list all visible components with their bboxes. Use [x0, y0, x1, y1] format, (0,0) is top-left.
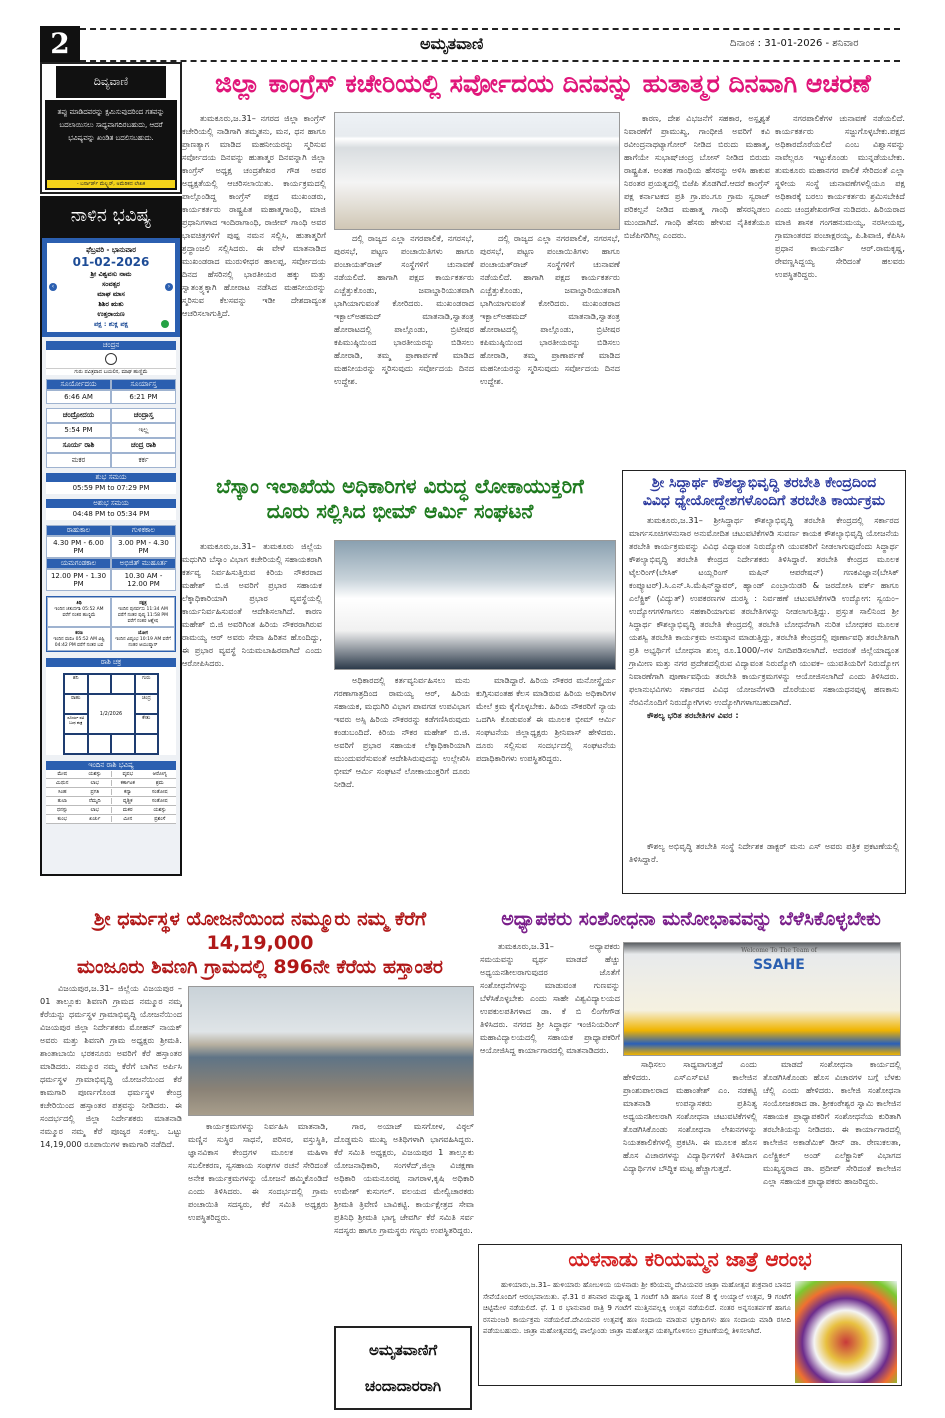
congress-col-4: [775, 112, 905, 464]
bescom-col-1: [182, 540, 322, 872]
siddhartha-headline-line-1: ಶ್ರೀ ಸಿದ್ಧಾರ್ಥ ಕೌಶಲ್ಯಾಭಿವೃದ್ಧಿ ತರಬೇತಿ ಕೇಂದ್ರದಿಂದ: [651, 475, 877, 491]
jatre-box: [478, 1244, 902, 1386]
bescom-headline: [182, 474, 618, 524]
rashi-forecast: ಆರೋಗ್ಯ: [152, 771, 167, 777]
ayana: ಉತ್ತರಾಯಣ: [97, 310, 125, 318]
kala-times: [46, 525, 176, 591]
rashi-name: ಧನಸ್ಸು: [56, 807, 68, 813]
today-rashi-label: ಇಂದಿನ ರಾಶಿ ಭವಿಷ್ಯ: [46, 761, 176, 770]
photo-banner-title: SSAHE: [753, 957, 805, 973]
dharmasthala-text: ವಿಜಯಪುರ,ಜ.31– ಜಿಲ್ಲೆಯ ವಿಜಯಪುರ –01 ತಾಲ್ಲೂಕು ಶಿವಣಗಿ ಗ್ರಾಮದ ನಮ್ಮೂರ ನಮ್ಮ ಕೆರೆಯನ್ನು ಧರ್ಮಸ್ಥಳ ಗ್ರಾಮಾಭಿವೃದ್ಧಿ ಯೋಜನೆಯಿಂದ ವಿಜಯಪುರ ಜಿಲ್ಲಾ ನಿರ್ದೇಶಕರು ಮೋಹನ್ ನಾಯಕ್ ಅವರು ಮತ್ತು ಶಿವಣಗಿ ಗ್ರಾಮ ಅಧ್ಯಕ್ಷರು ಶ್ರೀಮತಿ. ಶಾಂತಾಬಾಯಿ ಭರಕನೂರು ಅವರಿಗೆ ಕೆರೆ ಹಸ್ತಾಂತರ ಮಾಡಿದರು. ನಮ್ಮೂರ ನಮ್ಮ ಕೆರೆಗೆ ಬಾಗಿನ ಅರ್ಪಿಸಿ ಧರ್ಮಸ್ಥಳ ಗ್ರಾಮಾಭಿವೃದ್ಧಿ ಯೋಜನೆಯಿಂದ ಕೆರೆ ಕಾಮಗಾರಿ ಪೂರ್ಣಗೊಂಡ ಧರ್ಮಸ್ಥಳ ಕೇಂದ್ರ ಕಚೇರಿಯಿಂದ ಹಸ್ತಾಂತರ ಪತ್ರವನ್ನು ನೀಡಿದರು. ಈ ಸಂದರ್ಭದಲ್ಲಿ ಜಿಲ್ಲಾ ನಿರ್ದೇಶಕರು ಮಾತನಾಡಿ ನಮ್ಮೂರ ನಮ್ಮ ಕೆರೆ ಪೂಜ್ಯರ ಸಂಕಲ್ಪ. ಒಟ್ಟು 14,19,000 ರೂಪಾಯಿಗಳ ಕಾಮಗಾರಿ ನಡೆದಿದೆ.: [40, 983, 182, 1149]
tithi-label: ತಿಥಿ: [76, 601, 82, 606]
rashi-name: ವೃಶ್ಚಿಕ: [111, 798, 144, 804]
yoga-label: ಯೋಗ: [137, 631, 149, 636]
yama-label: ಯಮಗಂಡಕಾಲ: [46, 558, 111, 569]
rashi-name: ಮೀನ: [111, 816, 144, 822]
jatre-photo: [795, 1281, 897, 1383]
research-text: ಮಾಡದೆ ಸಂಶೋಧನಾ ಕಾರ್ಯದಲ್ಲಿ ತೊಡಗಿಸಿಕೊಂಡು ಹೊಸ ವಿಚಾರಗಳ ಬಗ್ಗೆ ಬೆಳಕು ಚೆಲ್ಲಿ ಎಂದು ಹೇಳಿದರು. ಕಾಲೇಜಿ ಸಂಶೋಧನಾ ಸಂಯೋಜಕರಾದ ಡಾ. ಶ್ರೀಕಂಠೇಶ್ವರ ಸ್ವಾಮಿ ಕಾಲೇಜಿನ ಸಹಾಯಕ ಪ್ರಾಧ್ಯಾಪಕರಿಗೆ ಸಂಶೋಧನೆಯ ಕುರಿತಾಗಿ ತರಬೇತಿಯನ್ನು ನೀಡಿದರು. ಈ ಕಾರ್ಯಾಗಾರದಲ್ಲಿ ಕಾಲೇಜಿನ ಅಕಾಡೆಮಿಕ್ ಡೀನ್ ಡಾ. ರೇಣುಕಲತಾ, ಎಲೆಕ್ಟ್ರಿಕಲ್ ಅಂಡ್ ಎಲೆಕ್ಟ್ರಾನಿಕ್ ವಿಭಾಗದ ಮುಖ್ಯಸ್ಥರಾದ ಡಾ. ಪ್ರದೀಪ್ ಸೇರಿದಂತೆ ಕಾಲೇಜಿನ ಎಲ್ಲಾ ಸಹಾಯಕ ಪ್ರಾಧ್ಯಾಪಕರು ಹಾಜರಿದ್ದರು.: [763, 1059, 901, 1186]
rashi-forecast: ಸಂತೋಷ: [151, 798, 168, 804]
dharmasthala-text: ಗಾರ, ಅಯಾಜ್ ಮಸಗೋಳ, ವಿಠ್ಠಲ್ ದೊಡ್ಡಮನಿ ಮುಖ್ಯ ಅತಿಥಿಗಳಾಗಿ ಭಾಗವಹಿಸಿದ್ದರು. ಕೆರೆ ಸಮಿತಿ ಅಧ್ಯಕ್ಷರು, ವಿಜಯಪುರ 1 ತಾಲ್ಲೂಕು ಯೋಜನಾಧಿಕಾರಿ, ಸಂಗಳೆದ್,ಜಿಲ್ಲಾ ವಿಚಕ್ಷಣಾ ಅಧಿಕಾರಿ ಯಮನೂರಪ್ಪ ನಾಗರಾಳ,ಕೃಷಿ ಅಧಿಕಾರಿ ಉಮೇಶ್ ಕುಸುಗಲ್. ವಲಯದ ಮೇಲ್ವಿಚಾರಕರು ಶ್ರೀಮತಿ ತ್ರಿವೇಣಿ ಬಾವಿಕಟ್ಟಿ. ಕಾರ್ಯಕ್ಷೇತ್ರದ ಸೇವಾ ಪ್ರತಿನಿಧಿ ಶ್ರೀಮತಿ ಭಾಗ್ಯ ಜೇವರ್ಗಿ ಕೆರೆ ಸಮಿತಿ ಸರ್ವ ಸದಸ್ಯರು ಹಾಗೂ ಗ್ರಾಮಸ್ಥರು ಗಣ್ಯರು ಉಪಸ್ಥಿತರಿದ್ದರು.: [334, 1121, 474, 1235]
rashi-forecast: ಲಾಭ: [90, 780, 99, 786]
siddhartha-subhead: ಕೌಶಲ್ಯ ಭರಿತ ತರಬೇತಿಗಳ ವಿವರ :: [647, 710, 739, 720]
congress-text: ಕಾರಣ, ದೇಶ ವಿಭಜನೆಗೆ ಸಹಕಾರ, ಅಸ್ಪೃಶ್ಯತೆ ನಿವಾರಣೆಗೆ ಪ್ರಾಮುಖ್ಯ, ಗಾಂಧೀಜಿ ಅವರಿಗೆ ಕವಿ ರವೀಂದ್ರನಾಥಟ್ಯಾಗೋರ್ ನೀಡಿದ ಬಿರುದು ಮಹಾತ್ಮ, ಹಾಗೆಯೇ ಸುಭಾಷ್‌ಚಂದ್ರ ಬೋಸ್ ನೀಡಿದ ಬಿರುದು ರಾಷ್ಟ್ರಪಿತ. ಅಂತಹ ಗಾಂಧಿಯ ಹೆಸರನ್ನು ಅಳಿಸಿ ಹಾಕುವ ನಿರಂತರ ಪ್ರಯತ್ನದಲ್ಲಿ ಬಿಜೆಪಿ ತೊಡಗಿದೆ.ಆದರೆ ಕಾಂಗ್ರೆಸ್ ಪಕ್ಷ ಕರ್ನಾಟಕದ ಪ್ರತಿ ಗ್ರಾ.ಪಂ.ಗೂ ಗ್ರಾಮ ಸ್ವರಾಜ್ ಪರಿಕಲ್ಪನೆ ನೀಡಿದ ಮಹಾತ್ಮ ಗಾಂಧಿ ಹೆಸರನ್ನಿಡಲು ಮುಂದಾಗಿದೆ. ಗಾಂಧಿ ಹೆಸರು ಹೇಳುವ ನೈತಿಕತೆಯೂ ಬಿಜೆಪಿಗರಿಗಿಲ್ಲ ಎಂದರು.: [624, 113, 770, 240]
siddhartha-headline: [623, 471, 905, 510]
research-headline: ಅಧ್ಯಾಪಕರು ಸಂಶೋಧನಾ ಮನೋಭಾವವನ್ನು ಬೆಳೆಸಿಕೊಳ್ಳಬೇಕು: [501, 908, 881, 930]
tithi-value: ಇಂದಿನ ಚತುರ್ದಶಿ 05:52 AM ವರೆಗೆ ನಂತರ ಹುಣ್ಣಿಮೆ: [54, 607, 104, 618]
chart-cell: ಕೇತು: [135, 714, 159, 734]
congress-col-2b: [480, 232, 620, 464]
karana-cell: [47, 627, 111, 651]
rashi-row: [46, 788, 176, 797]
dharmasthala-col-2: [188, 1120, 328, 1412]
rashi-forecast: ಪ್ರಗತಿ: [90, 789, 100, 795]
rashi-name: ಕುಂಭ: [57, 816, 67, 822]
nakshatra-value: ಇಂದಿನ ಪುನರ್ವಸು 11:34 AM ವರೆಗೆ ನಂತರ ಪುಷ್ಯ 11:58 PM ವರೆಗೆ ನಂತರ ಆಶ್ಲೇಷ: [118, 607, 168, 624]
chart-cell: ಚಂದ್ರ: [135, 694, 159, 714]
dateline: ದಿನಾಂಕ : 31-01-2026 - ಶನಿವಾರ: [730, 38, 859, 49]
rashi-name: ಕರ್ಕಾಟಕ: [111, 780, 144, 786]
quote-text: ತಪ್ಪು ಮಾಡಿದವರನ್ನು ಕ್ಷಮಿಸುವುದರಿಂದ ಗತವನ್ನು ಬದಲಾಯಿಸಲು ಸಾಧ್ಯವಾಗದಿರಬಹುದು, ಆದರೆ ಭವಿಷ್ಯವನ್ನು ಖಂಡಿತ ಬದಲಿಸಬಹುದು.: [57, 108, 165, 142]
auspicious-label: ಶುಭ ಸಮಯ: [46, 473, 176, 482]
congress-text: ದಲ್ಲಿ ರಾಜ್ಯದ ಎಲ್ಲಾ ನಗರಪಾಲಿಕೆ, ನಗರಸಭೆ, ಪುರಸಭೆ, ಪಟ್ಟಣ ಪಂಚಾಯಿತಿಗಳು ಹಾಗೂ ಪಂಚಾಯತ್‌ರಾಜ್ ಸಂಸ್ಥೆಗಳಿಗೆ ಚುನಾವಣೆ ನಡೆಯಲಿದೆ. ಹಾಗಾಗಿ ಪಕ್ಷದ ಕಾರ್ಯಕರ್ತರು ಎಚ್ಚೆತ್ತುಕೊಂಡು, ಜವಾಬ್ದಾರಿಯುತವಾಗಿ ಭಾಗಿಯಾಗುವಂತೆ ಕೋರಿದರು. ಮುಖಂಡರಾದ ಇಕ್ಬಾಲ್‌ಅಹಮದ್ ಮಾತನಾಡಿ,ಸ್ವಾತಂತ್ರ ಹೋರಾಟದಲ್ಲಿ ಪಾಲ್ಗೊಂಡು, ಬ್ರಿಟೀಷರ ಕಪಿಮುಷ್ಠಿಯಿಂದ ಭಾರತೀಯರನ್ನು ಬಿಡಿಸಲು ಹೋರಾಡಿ, ತಮ್ಮ ಪ್ರಾಣಾರ್ಪಣೆ ಮಾಡಿದ ಮಹನೀಯರನ್ನು ಸ್ಮರಿಸುವುದು ಸರ್ವೋದಯ ದಿನದ ಉದ್ದೇಶ.: [334, 233, 474, 386]
dharmasthala-col-1: [40, 982, 182, 1412]
moon-label: ಚಂದ್ರನ: [46, 341, 176, 350]
jatre-body: [483, 1279, 791, 1383]
dharmasthala-headline: [40, 908, 480, 979]
prev-day-icon[interactable]: ‹: [49, 283, 57, 291]
dharmasthala-photo: [188, 986, 474, 1116]
rashi-name: ತುಲಾ: [57, 798, 67, 804]
rashi-forecast: ಯಶಸ್ಸು: [153, 807, 167, 813]
yama-time: 12.00 PM - 1.30 PM: [46, 569, 111, 591]
moon-phase-box: [46, 341, 176, 375]
research-text: ಸಾಧಿಸಲು ಸಾಧ್ಯವಾಗುತ್ತದೆ ಎಂದು ಹೇಳಿದರು. ಎಸ್‌ಎಸ್‌ಐಟಿ ಕಾಲೇಜಿನ ಪ್ರಾಂಶುಪಾಲರಾದ ಮಹಾಂತೇಶ್ ಎಂ. ನಡಕಟ್ಟಿ ಮಾತನಾಡಿ ಉಪನ್ಯಾಸಕರು ಪ್ರತಿನಿತ್ಯ ಅಧ್ಯಯನಶೀಲರಾಗಿ ಸಂಶೋಧನಾ ಚಟುವಟಿಕೆಗಳಲ್ಲಿ ತೊಡಗಿಸಿಕೊಂಡು ಸಂಶೋಧನಾ ಲೇಖನಗಳನ್ನು ನಿಯತಕಾಲಿಕೆಗಳಲ್ಲಿ ಪ್ರಕಟಿಸಿ. ಈ ಮೂಲಕ ಹೊಸ ಹೊಸ ವಿಚಾರಗಳನ್ನು ವಿದ್ಯಾರ್ಥಿಗಳಿಗೆ ತಿಳಿಸಿದಾಗ ವಿದ್ಯಾರ್ಥಿಗಳ ಬೌದ್ಧಿಕ ಮಟ್ಟ ಹೆಚ್ಚಾಗುತ್ತದೆ.: [623, 1059, 757, 1173]
bescom-col-2: [334, 674, 470, 872]
moonset-time: ಇಲ್ಲ: [111, 423, 176, 438]
rashi-chart: [63, 673, 159, 755]
dharmasthala-headline-line-1: ಶ್ರೀ ಧರ್ಮಸ್ಥಳ ಯೋಜನೆಯಿಂದ ನಮ್ಮೂರು ನಮ್ಮ ಕೆರೆಗೆ 14,19,000: [93, 908, 427, 954]
siddhartha-headline-line-2: ವಿವಿಧ ಧ್ಯೇಯೋದ್ದೇಶಗಳೊಂದಿಗೆ ತರಬೇತಿ ಕಾರ್ಯಕ್ರಮ: [642, 492, 886, 509]
research-col-1: [480, 940, 620, 1240]
congress-photo: [334, 112, 620, 230]
karana-value: ಇಂದಿನ ವಣಿಜ 05:52 AM ವಿಷ್ಟಿ 04:42 PM ವರೆಗೆ ನಂತರ ಬವ: [53, 637, 105, 648]
date-card-frame: [42, 238, 180, 337]
rashi-name: ವೃಷಭ: [111, 771, 144, 777]
chart-cell: ಸೂರ್ಯ ರವಿ ಬುಧ ಶುಕ್ರ: [64, 714, 88, 734]
nakshatra-label: ನಕ್ಷತ್ರ: [139, 601, 147, 606]
chart-cell: ಗುರು: [135, 674, 159, 694]
sun-sign: ಮಕರ: [46, 453, 111, 468]
sun-times: [46, 379, 176, 404]
sun-sign-label: ಸೂರ್ಯ ರಾಶಿ: [46, 438, 111, 453]
research-text: ತುಮಕೂರು,ಜ.31– ಅಧ್ಯಾಪಕರು ಸಮಯವನ್ನು ವ್ಯರ್ಥ ಮಾಡದೆ ಹೆಚ್ಚು ಅಧ್ಯಯನಶೀಲರಾಗುವುದರ ಜೊತೆಗೆ ಸಂಶೋಧನೆಗಳನ್ನು ಮಾಡುವಂತ ಗುಣವನ್ನು ಬೆಳೆಸಿಕೊಳ್ಳಬೇಕು ಎಂದು ಸಾಹೇ ವಿಶ್ವವಿದ್ಯಾಲಯದ ಉಪಕುಲಪತಿಗಳಾದ ಡಾ. ಕೆ ಬಿ ಲಿಂಗೇಗೌಡ ತಿಳಿಸಿದರು. ನಗರದ ಶ್ರೀ ಸಿದ್ಧಾರ್ಥ ಇಂಜಿನಿಯರಿಂಗ್ ಮಹಾವಿದ್ಯಾಲಯದಲ್ಲಿ ಸಹಾಯಕ ಪ್ರಾಧ್ಯಾಪಕರಿಗೆ ಆಯೋಜಿಸಿದ್ದ ಕಾರ್ಯಾಗಾರದಲ್ಲಿ ಮಾತನಾಡಿದರು.: [480, 941, 620, 1055]
rashi-name: ಸಿಂಹ: [58, 789, 67, 795]
photo-banner-text: Welcome To The Team of: [741, 947, 817, 954]
siddhartha-closing: [623, 840, 905, 870]
panchanga-date: 01-02-2026: [72, 255, 150, 269]
rashi-table: [46, 770, 176, 824]
chart-cell: ರಾಹು: [64, 694, 88, 714]
tithi-cell: [47, 597, 111, 627]
date-card: [47, 243, 175, 332]
next-day-icon[interactable]: ›: [165, 283, 173, 291]
congress-col-2: [334, 232, 474, 464]
rashi-forecast: ಪ್ರಶಂಸೆ: [154, 816, 166, 822]
congress-headline: ಜಿಲ್ಲಾ ಕಾಂಗ್ರೆಸ್ ಕಚೇರಿಯಲ್ಲಿ ಸರ್ವೋದಯ ದಿನವನ್ನು ಹುತಾತ್ಮರ ದಿನವಾಗಿ ಆಚರಣೆ: [215, 69, 871, 98]
inauspicious-box: [46, 499, 176, 520]
jatre-text: ಹುಳಿಯಾರು,ಜ.31– ಹುಳಿಯಾರು ಹೋಬಳಿಯ ಯಳನಾಡು ಶ್ರೀ ಕರಿಯಮ್ಮ ದೇವಿಯವರ ಜಾತ್ರಾ ಮಹೋತ್ಸವ ಶುಕ್ರವಾರ ಬಾನದ ಸೇವೆಯೊಂದಿಗೆ ಆರಂಭವಾಯಿತು. ಫೆ.31 ರ ಶನಿವಾರ ಮಧ್ಯಾಹ್ನ 1 ಗಂಟೆಗೆ ಸಿಡಿ ಹಾಗೂ ಸಂಜೆ 8 ಕ್ಕೆ ಉಯ್ಯಾಲೆ ಉತ್ಸವ, 9 ಗಂಟೆಗೆ ಚಿಟ್ಟಿಮೇಳ ನಡೆಯಲಿದೆ. ಫೆ. 1 ರ ಭಾನುವಾರ ರಾತ್ರಿ 9 ಗಂಟೆಗೆ ಮುತ್ತಿನಪಲ್ಲಕ್ಕಿ ಉತ್ಸವ ನಡೆಯಲಿದೆ. ನಂತರ ಅನ್ನಸಂತರ್ಪಣೆ ಹಾಗೂ ರಸಮಂಜರಿ ಕಾರ್ಯಕ್ರಮ ನಡೆಯಲಿದೆ.ದೇವಿಯವರ ಉತ್ಸವಕ್ಕೆ ಹಣ ಸಂದಾಯ ಮಾಡುವ ಭಕ್ತಾದಿಗಳು ಹಣ ಸಂದಾಯ ಮಾಡಿ ರಸೀದಿ ಪಡೆಯಬಹುದು. ಜಾತ್ರಾ ಮಹೋತ್ಸವದಲ್ಲಿ ಪಾಲ್ಗೊಂಡು ಜಾತ್ರಾ ಮಹೋತ್ಸವ ಯಶಸ್ವಿಗೊಳಿಸಲು ಪ್ರಕಟಣೆಯಲ್ಲಿ ತಿಳಿಸಲಾಗಿದೆ.: [483, 1280, 791, 1336]
sunrise-time: 6:46 AM: [46, 390, 111, 404]
siddhartha-text: ತುಮಕೂರು,ಜ.31– ಶ್ರೀಸಿದ್ಧಾರ್ಥ ಕೌಶಲ್ಯಾಭಿವೃದ್ಧಿ ತರಬೇತಿ ಕೇಂದ್ರದಲ್ಲಿ ಸರ್ಕಾರದ ಮಾರ್ಗಸೂಚಿಗಳನುಸಾರ ಅನುಮೋದಿತ ಚಟುವಟಿಕೆಗಳಡಿ ಸುವರ್ಣ ಕಾಯಕ ಕೌಶಲ್ಯಾಭಿವೃದ್ಧಿ ಯೋಜನೆಯ ತರಬೇತಿ ಕಾರ್ಯಕ್ರಮವನ್ನು ವಿವಿಧ ವಿದ್ಯಾವಂತ ನಿರುದ್ಯೋಗಿ ಯುವಕರಿಗೆ ನೀಡಲಾಗುವುದೆಂದು ಸಿದ್ಧಾರ್ಥ ಕೌಶಲ್ಯಾಭಿವೃದ್ಧಿ ತರಬೇತಿ ಕೇಂದ್ರದ ನಿರ್ದೇಶಕರು ತಿಳಿಸಿದ್ದಾರೆ. ತರಬೇತಿ ಕೇಂದ್ರದ ಮೂಲಕ ಟೈಲರಿಂಗ್(ಬೇಸಿಕ್ ಟಯ್ಲರಿಂಗ್ ಮಷಿನ್ ಆಪರೇಷನ್) ಗಣಕವಿಜ್ಞಾನ(ಬೇಸಿಕ್ ಕಂಪ್ಯೂಟರ್).ಸಿ.ಎನ್.ಸಿ.ಮೆಷಿನ್‌ಸ್ಟ್ರಾವರ್, ಹ್ಯಾಂಡ್ ಎಂಬ್ರಾಯಿಡರಿ & ಜರದೋಸಿ ವರ್ಕ್ ಹಾಗೂ ಎಲೆಕ್ಟ್ರಿಕ್ (ವಿದ್ಯುತ್) ಉಪಕರಣಗಳ ದುರಸ್ಥಿ : ನಿರ್ವಹಣೆ ಚಟುವಟಿಕೆಗಳಡಿ ಉದ್ಯೋಗ: ಸ್ವಯಂ–ಉದ್ಯೋಗಗಳಿಗಾಗಲು ಸಹಕಾರಿಯಾಗುವ ತರಬೇತಿಗಳನ್ನು ನೀಡಲಾಗುತ್ತಿದ್ದು. ಪ್ರಸ್ತುತ ಸಾಲಿನಿಂದ ಶ್ರೀ ಸಿದ್ಧಾರ್ಥ ಕೌಶಲ್ಯಾಭಿವೃದ್ಧಿ ತರಬೇತಿ ಕೇಂದ್ರದಲ್ಲಿ ತರಬೇತಿ ಬೋಧನೆಗಾಗಿ ನುರಿತ ಬೋಧಕರ ಮೂಲಕ ಯಶಸ್ವಿ ತರಬೇತಿ ಕಾರ್ಯಕ್ರಮ ಅನುಷ್ಠಾನ ಮಾಡುತ್ತಿದ್ದು, ತರಬೇತಿ ಕೇಂದ್ರದಲ್ಲಿ ಪೂರ್ಣಾವಧಿ ತರಬೇತಿಗಾಗಿ ಪ್ರತಿ ಅಭ್ಯರ್ಥಿಗೆ ಬೋಧನಾ ಶುಲ್ಕ ರೂ.1000/–ಗಳ ನಿಗದಿಪಡಿಸಲಾಗಿದೆ. ಅದರಂತೆ ಜಿಲ್ಲೆಯಾದ್ಯಂತ ಗ್ರಾಮೀಣ ಮತ್ತು ನಗರ ಪ್ರದೇಶದಲ್ಲಿರುವ ವಿದ್ಯಾವಂತ ನಿರುದ್ಯೋಗಿ ಯುವಕ– ಯುವತಿಯರಿಗೆ ನಿರುದ್ಯೋಗ ನಿವಾರಣೆಗಾಗಿ ಪೂರ್ಣಾವಧಿಯ ತರಬೇತಿ ಕಾರ್ಯಕ್ರಮಗಳನ್ನು ಆಯೋಜಿಸಲಾಗಿದೆ ಎಂದು ತಿಳಿಸಿದರು. ಫಲಾನುಭವಿಗಳು ಸರ್ಕಾರದ ವಿವಿಧ ಯೋಜನೆಗಳಡಿ ದೊರೆಯುವ ಸಹಾಯಧನವುಳ್ಳ ಹಣಕಾಸು ನೆರವಿನೊಂದಿಗೆ ನಿರುದ್ಯೋಗಿಗಳು ಉದ್ಯೋಗಿಗಳಾಗಬಹುದಾಗಿದೆ.: [629, 515, 899, 707]
research-photo: [623, 942, 901, 1056]
rashi-chakra-box: [46, 658, 176, 755]
header-rule-top: [80, 28, 900, 30]
chart-cell: ಶನಿ: [64, 674, 88, 694]
moonrise-time: 5:54 PM: [46, 423, 111, 438]
yoga-cell: [111, 627, 175, 651]
header-rule-bottom: [80, 60, 900, 62]
gulika-label: ಗುಳಿಕಕಾಲ: [111, 525, 176, 536]
congress-text: ನಗರಪಾಲಿಕೆಗಳ ಚುನಾವಣೆ ನಡೆಯಲಿದೆ. ಕಾರ್ಯಕರ್ತರು ಸಜ್ಜುಗೊಳ್ಳಬೇಕು.ಪಕ್ಷದ ಅಧಿಕಾರದೊರೆಯಲಿದೆ ಎಂಬ ವಿಶ್ವಾಸವನ್ನು ನಾವೆಲ್ಲರೂ ಇಟ್ಟುಕೊಂಡು ಮುನ್ನಡೆಯಬೇಕು. ತುಮಕೂರು ಮಹಾನಗರ ಪಾಲಿಕೆ ಸೇರಿದಂತೆ ಎಲ್ಲಾ ಸ್ಥಳೀಯ ಸಂಸ್ಥೆ ಚುನಾವಣೆಗಳಲ್ಲಿಯೂ ಪಕ್ಷ ಅಧಿಕಾರಕ್ಕೆ ಬರಲು ಕಾರ್ಯಕರ್ತರು ಶ್ರಮಿಸಬೇಕಿದೆ ಎಂದು ಚಂದ್ರಶೇಖರಗೌಡ ನುಡಿದರು. ಹಿರಿಯರಾದ ಮಾಜಿ ಶಾಸಕ ಗಂಗಹನುಮಯ್ಯ, ನರಸೀಯಪ್ಪ, ಗ್ರಾಮಾಂತರದ ಪಂಚಾಕ್ಷರಯ್ಯ, ಪಿ.ಶಿವಾಜಿ, ಕೆಪಿಸಿಸಿ ಪ್ರಧಾನ ಕಾರ್ಯದರ್ಶಿ ಆರ್.ರಾಮಕೃಷ್ಣ, ರೇವಣ್ಣಸಿದ್ದಯ್ಯ ಸೇರಿದಂತೆ ಹಲವರು ಉಪಸ್ಥಿತರಿದ್ದರು.: [775, 113, 905, 279]
siddhartha-text: ಕೌಶಲ್ಯ ಅಭಿವೃದ್ಧಿ ತರಬೇತಿ ಸಂಸ್ಥೆ ನಿರ್ದೇಶಕ ಡಾಕ್ಟರ್ ಮನು ಎಸ್ ಅವರು ಪತ್ರಿಕ ಪ್ರಕಟಣೆಯಲ್ಲಿ ತಿಳಿಸಿದ್ದಾರೆ.: [629, 841, 899, 864]
paksha: ಪಕ್ಷ : ಶುಕ್ಲ ಪಕ್ಷ: [93, 320, 129, 328]
congress-col-3: [624, 112, 770, 464]
congress-text: ತುಮಕೂರು,ಜ.31– ನಗರದ ಜಿಲ್ಲಾ ಕಾಂಗ್ರೆಸ್ ಕಚೇರಿಯಲ್ಲಿ ನಾಡಿಗಾಗಿ ತಮ್ಮತನು, ಮನ, ಧನ ಹಾಗೂ ಪ್ರಾಣತ್ಯಾಗ ಮಾಡಿದ ಮಹನೀಯರನ್ನು ಸ್ಮರಿಸುವ ಸರ್ವೋದಯ ದಿನವನ್ನು ಹುತಾತ್ಮರ ದಿನವನ್ನಾಗಿ ಜಿಲ್ಲಾ ಕಾಂಗ್ರೆಸ್ ಅಧ್ಯಕ್ಷ ಚಂದ್ರಶೇಖರ ಗೌಡ ಅವರ ಅಧ್ಯಕ್ಷತೆಯಲ್ಲಿ ಆಚರಿಸಲಾಯಿತು. ಕಾರ್ಯಕ್ರಮದಲ್ಲಿ ಪಾಲ್ಗೊಂಡಿದ್ದ ಕಾಂಗ್ರೆಸ್ ಪಕ್ಷದ ಮುಖಂಡರು, ಕಾರ್ಯಕರ್ತರು ರಾಷ್ಟ್ರಪಿತ ಮಹಾತ್ಮಗಾಂಧಿ, ಮಾಜಿ ಪ್ರಧಾನಿಗಳಾದ ಇಂದಿರಾಗಾಂಧಿ, ರಾಜೀವ್ ಗಾಂಧಿ ಅವರ ಭಾವಚಿತ್ರಗಳಿಗೆ ಪುಷ್ಪ ನಮನ ಸಲ್ಲಿಸಿ, ಹುತಾತ್ಮರಿಗೆ ಶ್ರದ್ಧಾಂಜಲಿ ಸಲ್ಲಿಸಿದರು. ಈ ವೇಳೆ ಮಾತನಾಡಿದ ಮುಖಂಡರಾದ ಮುರುಳೀಧರ ಹಾಲಪ್ಪ, ಸರ್ವೋದಯ ದಿನದ ಹೆಸರಿನಲ್ಲಿ ಭಾರತೀಯರ ಹಕ್ಕು ಮತ್ತು ಸ್ವಾತಂತ್ರ್ಯಕ್ಕಾಗಿ ಹೋರಾಟ ನಡೆಸಿದ ಮಹನೀಯರನ್ನು ಸ್ಮರಿಸುವ ಕೆಲಸವನ್ನು ಇಡೀ ದೇಶದಾದ್ಯಂತ ಆಚರಿಸಲಾಗುತ್ತಿದೆ.: [182, 113, 326, 318]
rashi-row: [46, 770, 176, 779]
jatre-headline: ಯಳನಾಡು ಕರಿಯಮ್ಮನ ಜಾತ್ರೆ ಆರಂಭ: [568, 1247, 812, 1271]
research-col-3: [763, 1058, 901, 1240]
siddhartha-body: [623, 510, 905, 840]
research-col-2: [623, 1058, 757, 1240]
auspicious-time: 05:59 PM to 07:29 PM: [72, 484, 150, 492]
bescom-text: ತುಮಕೂರು,ಜ.31– ತುಮಕೂರು ಜಿಲ್ಲೆಯ ಮಧುಗಿರಿ ಬೆಸ್ಕಾಂ ವಿಭಾಗ ಕಚೇರಿಯಲ್ಲಿ ಸಹಾಯಕರಾಗಿ ಕರ್ತವ್ಯ ನಿರ್ವಹಿಸುತ್ತಿರುವ ಕಿರಿಯ ನೌಕರರಾದ ಮಹೇಶ್ ಬಿ.ಜಿ ಅವರಿಗೆ ಪ್ರಭಾರ ಸಹಾಯಕ ಲೆಕ್ಕಾಧಿಕಾರಿಯಾಗಿ ಪ್ರಭಾರ ವ್ಯವಸ್ಥೆಯಲ್ಲಿ ಕಾರ್ಯನಿರ್ವಹಿಸುವಂತೆ ಆದೇಶಿಸಲಾಗಿದೆ. ಕಾರಣ ಮಹೇಶ್ ಬಿ.ಜಿ ಅವರಿಗಿಂತ ಹಿರಿಯ ನೌಕರರಾಗಿರುವ ರಾಮಯ್ಯ ಆರ್ ಅವರು ಸೇವಾ ಹಿರಿತನ ಹೊಂದಿದ್ದು, ಈ ಪ್ರಭಾರ ವ್ಯವಸ್ಥೆ ನಿಯಮಬಾಹಿರವಾಗಿದೆ ಎಂದು ಆರೋಪಿಸಿದರು.: [182, 541, 322, 668]
quote-author: - ಬರ್ನಾರ್ಡ್ ಮೆಲ್ಟ್ಜರ್, ಅಮೆರಿಕದ ಲೇಖಕ: [47, 180, 175, 188]
moon-sign-label: ಚಂದ್ರ ರಾಶಿ: [111, 438, 176, 453]
rashi-chakra-label: ರಾಶಿ ಚಕ್ರ: [46, 658, 176, 667]
today-rashi-box: [46, 761, 176, 824]
dharmasthala-text: ಕಾರ್ಯಕ್ರಮಗಳನ್ನು ನಿರ್ವಹಿಸಿ ಮಾತನಾಡಿ, ಮಣ್ಣಿನ ಸುಸ್ಥಿರ ಸಾಧನೆ, ಪರಿಸರ, ವಸ್ತುಸ್ಥಿತಿ, ಜ್ಞಾನವಿಕಾಸ ಕೇಂದ್ರಗಳ ಮೂಲಕ ಮಹಿಳಾ ಸಬಲೀಕರಣ, ಸ್ವಸಹಾಯ ಸಂಘಗಳ ರಚನೆ ಸೇರಿದಂತೆ ಅನೇಕ ಕಾರ್ಯಕ್ರಮಗಳನ್ನು ಯೋಜನೆ ಹಮ್ಮಿಕೊಂಡಿದೆ ಎಂದು ತಿಳಿಸಿದರು. ಈ ಸಂದರ್ಭದಲ್ಲಿ ಗ್ರಾಮ ಪಂಚಾಯಿತಿ ಸದಸ್ಯರು, ಕೆರೆ ಸಮಿತಿ ಅಧ್ಯಕ್ಷರು ಉಪಸ್ಥಿತರಿದ್ದರು.: [188, 1121, 328, 1222]
chart-date: 1/2/2026: [88, 694, 135, 734]
rashi-row: [46, 815, 176, 824]
page-number: 2: [40, 26, 80, 62]
abhijit-time: 10.30 AM - 12.00 PM: [111, 569, 176, 591]
bescom-text: ಮಾಡಿದ್ದಾರೆ. ಹಿರಿಯ ನೌಕರರ ಮನೋಸ್ಥೈರ್ಯ ಕುಗ್ಗಿಸುವಂತಹ ಕೆಲಸ ಮಾಡಿರುವ ಹಿರಿಯ ಅಧಿಕಾರಿಗಳ ಮೇಲೆ ಕ್ರಮ ಕೈಗೊಳ್ಳಬೇಕು. ಹಿರಿಯ ನೌಕರರಿಗೆ ನ್ಯಾಯ ಒದಗಿಸಿ ಕೊಡುವಂತೆ ಈ ಮೂಲಕ ಭೀಮ್ ಆರ್ಮಿ ಸಂಘಟನೆಯ ಜಿಲ್ಲಾಧ್ಯಕ್ಷರು ಶ್ರೀನಿವಾಸ್ ಹೇಳಿದರು. ದೂರು ಸಲ್ಲಿಸುವ ಸಂದರ್ಭದಲ್ಲಿ ಸಂಘಟನೆಯ ಪದಾಧಿಕಾರಿಗಳು ಉಪಸ್ಥಿತರಿದ್ದರು.: [476, 675, 616, 763]
rashi-name: ಮಿಥುನ: [56, 780, 69, 786]
subscribe-line-1: ಅಮೃತವಾಣಿಗೆ: [368, 1341, 438, 1359]
sunrise-label: ಸೂರ್ಯೋದಯ: [46, 379, 111, 390]
panchanga-panel: [40, 236, 182, 876]
auspicious-box: [46, 473, 176, 494]
subscribe-line-2: ಚಂದಾದಾರರಾಗಿ: [364, 1377, 442, 1395]
moon-caption: ಗುರು ಪವಿತ್ರವಾದ ಬಯಲಿನ, ಮಾಘ ಹುಣ್ಣಿಮೆ: [46, 368, 176, 375]
quote-box: [40, 62, 182, 194]
samvatsara: ಸಂವತ್ಸರ: [101, 280, 120, 288]
samvatsara-name: ಶ್ರೀ ವಿಶ್ವವಸು ನಾಮ: [90, 270, 132, 278]
rashi-forecast: ಶ್ರಮ: [155, 780, 164, 786]
rashi-name: ಕನ್ಯಾ: [111, 789, 144, 795]
rashi-row: [46, 797, 176, 806]
dharmasthala-headline-line-2: ಮಂಜೂರು ಶಿವಣಗಿ ಗ್ರಾಮದಲ್ಲಿ 896ನೇ ಕೆರೆಯ ಹಸ್ತಾಂತರ: [77, 955, 443, 978]
moonrise-label: ಚಂದ್ರೋದಯ: [46, 408, 111, 423]
masthead: ಅಮೃತವಾಣಿ: [420, 34, 484, 53]
abhijit-label: ಅಭಿಜಿತ್ ಮುಹೂರ್ತ: [111, 558, 176, 569]
siddhartha-box: [622, 470, 906, 894]
dharmasthala-col-3: [334, 1120, 474, 1320]
moon-sign: ಕರ್ಕ: [111, 453, 176, 468]
sunset-time: 6:21 PM: [111, 390, 176, 404]
rashi-name: ಮೇಷ: [57, 771, 68, 777]
rashi-forecast: ಯಶಸ್ಸು: [88, 771, 102, 777]
rashi-row: [46, 779, 176, 788]
moon-phase-icon: [105, 353, 117, 365]
congress-text: ದಲ್ಲಿ ರಾಜ್ಯದ ಎಲ್ಲಾ ನಗರಪಾಲಿಕೆ, ನಗರಸಭೆ, ಪುರಸಭೆ, ಪಟ್ಟಣ ಪಂಚಾಯಿತಿಗಳು ಹಾಗೂ ಪಂಚಾಯತ್‌ರಾಜ್ ಸಂಸ್ಥೆಗಳಿಗೆ ಚುನಾವಣೆ ನಡೆಯಲಿದೆ. ಹಾಗಾಗಿ ಪಕ್ಷದ ಕಾರ್ಯಕರ್ತರು ಎಚ್ಚೆತ್ತುಕೊಂಡು, ಜವಾಬ್ದಾರಿಯುತವಾಗಿ ಭಾಗಿಯಾಗುವಂತೆ ಕೋರಿದರು. ಮುಖಂಡರಾದ ಇಕ್ಬಾಲ್‌ಅಹಮದ್ ಮಾತನಾಡಿ,ಸ್ವಾತಂತ್ರ ಹೋರಾಟದಲ್ಲಿ ಪಾಲ್ಗೊಂಡು, ಬ್ರಿಟೀಷರ ಕಪಿಮುಷ್ಠಿಯಿಂದ ಭಾರತೀಯರನ್ನು ಬಿಡಿಸಲು ಹೋರಾಡಿ, ತಮ್ಮ ಪ್ರಾಣಾರ್ಪಣೆ ಮಾಡಿದ ಮಹನೀಯರನ್ನು ಸ್ಮರಿಸುವುದು ಸರ್ವೋದಯ ದಿನದ ಉದ್ದೇಶ.: [480, 233, 620, 386]
subscribe-box[interactable]: [334, 1326, 472, 1410]
rashi-forecast: ಖರ್ಚು: [89, 816, 101, 822]
rahu-time: 4.30 PM - 6.00 PM: [46, 536, 111, 558]
masa: ಮಾಘ ಮಾಸ: [97, 290, 125, 298]
rashi-name: ಮಕರ: [111, 807, 144, 813]
moon-times: [46, 408, 176, 468]
panchanga-lines: [49, 269, 173, 329]
bescom-text: ಅಧಿಕಾರದಲ್ಲಿ ಕರ್ತವ್ಯನಿರ್ವಹಿಸಲು ಮನು ಗರಣಾಗಾತ್ರದಿಂದ ರಾಮಯ್ಯ ಆರ್, ಹಿರಿಯ ಸಹಾಯಕ, ಮಧುಗಿರಿ ವಿಭಾಗ ಪಾವಗಡ ಉಪವಿಭಾಗ ಇವರು ಅಸ್ಸಿ ಹಿರಿಯ ನೌಕರರನ್ನು ಕಡೆಗಣಿಸಿರುವುದು ಕಂಡುಬಂದಿದೆ. ಕಿರಿಯ ನೌಕರ ಮಹೇಶ್ ಬಿ.ಜಿ. ಅವರಿಗೆ ಪ್ರಭಾರ ಸಹಾಯಕ ಲೆಕ್ಕಾಧಿಕಾರಿಯಾಗಿ ಮುಂದುವರೆಸುವಂತೆ ಆದೇಶಿಸಿರುವುದನ್ನು ಉಲ್ಲೇಖಿಸಿ ಭೀಮ್ ಆರ್ಮಿ ಸಂಘಟನೆ ಲೋಕಾಯುಕ್ತರಿಗೆ ದೂರು ನೀಡಿದೆ.: [334, 675, 470, 789]
bescom-photo: [334, 540, 616, 670]
bescom-headline-line-2: ದೂರು ಸಲ್ಲಿಸಿದ ಭೀಮ್ ಆರ್ಮಿ ಸಂಘಟನೆ: [266, 499, 534, 523]
sunset-label: ಸೂರ್ಯಾಸ್ತ: [111, 379, 176, 390]
rashi-forecast: ನೆಮ್ಮದಿ: [88, 798, 101, 804]
karana-label: ಕರಣ: [75, 631, 83, 636]
yoga-value: ಇಂದಿನ ವಿಷ್ಕಂಭ 10:19 AM ವರೆಗೆ ನಂತರ ಆಯುಷ್ಮಾನ್: [115, 637, 171, 648]
rashi-forecast: ಲಾಭ: [90, 807, 99, 813]
month-weekday: ಫೆಬ್ರವರಿ - ಭಾನುವಾರ: [86, 246, 136, 254]
nakshatra-cell: [111, 597, 175, 627]
moonset-label: ಚಂದ್ರಾಸ್ತ: [111, 408, 176, 423]
inauspicious-label: ಅಶುಭ ಸಮಯ: [46, 499, 176, 508]
bescom-headline-line-1: ಬೆಸ್ಕಾಂ ಇಲಾಖೆಯ ಅಧಿಕಾರಿಗಳ ವಿರುದ್ಧ ಲೋಕಾಯುಕ್ತರಿಗೆ: [216, 474, 584, 498]
tithi-grid: [46, 596, 176, 652]
whatsapp-share-icon[interactable]: [161, 320, 169, 328]
ritu: ಶಿಶಿರ ಋತು: [98, 300, 124, 308]
inauspicious-time: 04:48 PM to 05:34 PM: [72, 510, 150, 518]
rahu-label: ರಾಹುಕಾಲ: [46, 525, 111, 536]
bescom-col-3: [476, 674, 616, 872]
congress-col-1: [182, 112, 326, 464]
gulika-time: 3.00 PM - 4.30 PM: [111, 536, 176, 558]
quote-title: ದಿವ್ಯವಾಣಿ: [56, 66, 166, 98]
rashi-row: [46, 806, 176, 815]
horoscope-title: ನಾಳಿನ ಭವಿಷ್ಯ: [40, 196, 182, 236]
quote-body: [45, 100, 177, 190]
rashi-forecast: ಸಂತೋಷ: [151, 789, 168, 795]
